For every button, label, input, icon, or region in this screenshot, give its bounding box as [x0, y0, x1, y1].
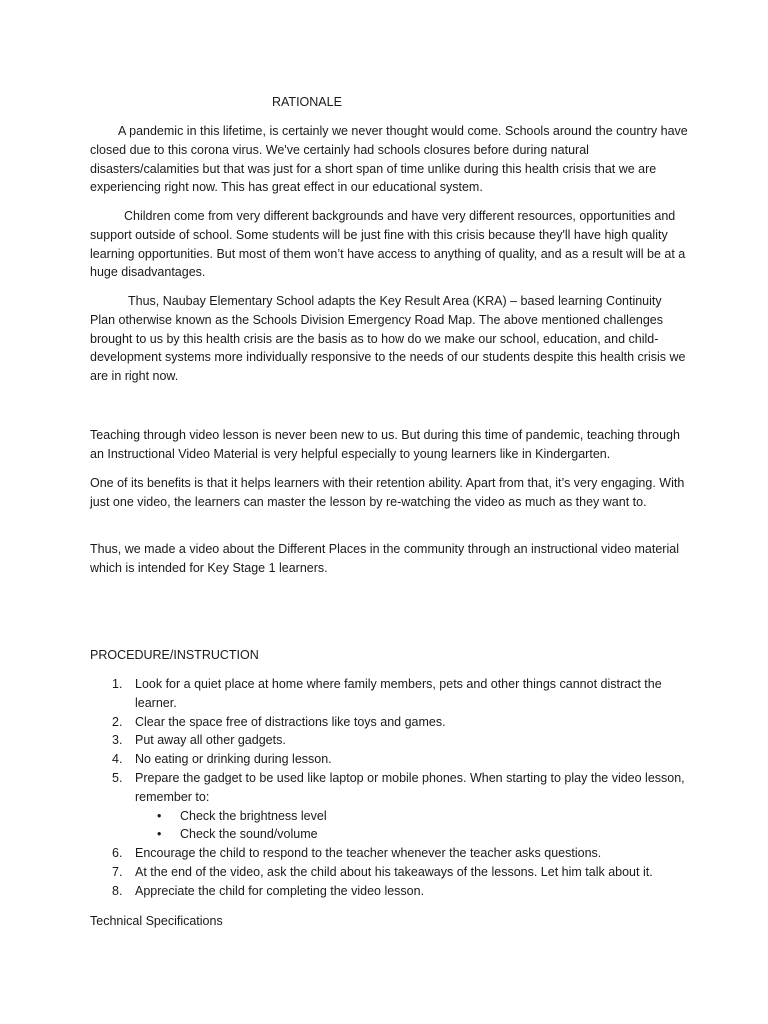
step-number: 6.: [112, 846, 123, 861]
step-number: 3.: [112, 733, 123, 748]
step-text: Appreciate the child for completing the video lesson.: [135, 883, 425, 898]
list-item: [90, 863, 690, 882]
step-number: 4.: [112, 752, 123, 767]
step-text: No eating or drinking during lesson.: [135, 752, 332, 767]
rationale-paragraph-5: One of its benefits is that it helps learners with their retention ability. Apart from that, it’s very engaging. With just one video, the learners can master the lesson by re-watching the video as much as they want to.: [90, 476, 685, 509]
rationale-heading: RATIONALE: [272, 95, 342, 109]
procedure-steps-list: [90, 675, 690, 901]
sub-item-text: Check the sound/volume: [180, 827, 318, 842]
rationale-paragraph-3: Thus, Naubay Elementary School adapts the Key Result Area (KRA) – based learning Continuity Plan otherwise known as the Schools Division Emergency Road Map. The above mentioned challenges brought to us by this health crisis are the basis as to how do we make our school, education, and child-development systems more individually responsive to the needs of our students despite this health crisis we are in right now.: [90, 294, 686, 384]
bullet-icon: •: [157, 808, 162, 823]
step-text: Look for a quiet place at home where family members, pets and other things cannot distract the learner.: [135, 677, 662, 710]
step-number: 1.: [112, 677, 123, 691]
step-number: 7.: [112, 864, 123, 879]
procedure-heading: PROCEDURE/INSTRUCTION: [90, 648, 259, 662]
step-text: Put away all other gadgets.: [135, 733, 286, 748]
rationale-paragraph-4: Teaching through video lesson is never been new to us. But during this time of pandemic, teaching through an Instructional Video Material is very helpful especially to young learners like in Kindergarten.: [90, 428, 680, 461]
list-item: [90, 713, 690, 732]
list-item: [90, 675, 690, 713]
sub-checklist: [135, 807, 690, 845]
list-item: [90, 844, 690, 863]
step-text: At the end of the video, ask the child about his takeaways of the lessons. Let him talk about it.: [135, 864, 653, 879]
list-item: [90, 731, 690, 750]
step-number: 5.: [112, 770, 123, 785]
step-text: Encourage the child to respond to the teacher whenever the teacher asks questions.: [135, 846, 602, 861]
technical-specifications-heading: Technical Specifications: [90, 914, 223, 928]
rationale-paragraph-6: Thus, we made a video about the Different Places in the community through an instructional video material which is intended for Key Stage 1 learners.: [90, 542, 679, 575]
rationale-paragraph-2: Children come from very different backgrounds and have very different resources, opportunities and support outside of school. Some students will be just fine with this crisis because they'll have high quality learning opportunities. But most of them won’t have access to anything of quality, and as a result will be at a huge disadvantages.: [90, 209, 686, 280]
list-item: [90, 750, 690, 769]
step-text: Prepare the gadget to be used like laptop or mobile phones. When starting to play the video lesson, remember to:: [135, 770, 685, 804]
sub-item-text: Check the brightness level: [180, 808, 327, 823]
list-item: [90, 882, 690, 901]
list-item: [135, 807, 690, 826]
rationale-paragraph-1: A pandemic in this lifetime, is certainly we never thought would come. Schools around the country have closed due to this corona virus. We've certainly had schools closures before during natural disasters/calamities but that was just for a short span of time unlike during this health crisis that we are experiencing right now. This has great effect in our educational system.: [90, 124, 688, 195]
list-item: [135, 825, 690, 844]
step-number: 2.: [112, 714, 123, 729]
step-number: 8.: [112, 883, 123, 898]
bullet-icon: •: [157, 827, 162, 842]
step-text: Clear the space free of distractions like toys and games.: [135, 714, 446, 729]
list-item: [90, 769, 690, 844]
